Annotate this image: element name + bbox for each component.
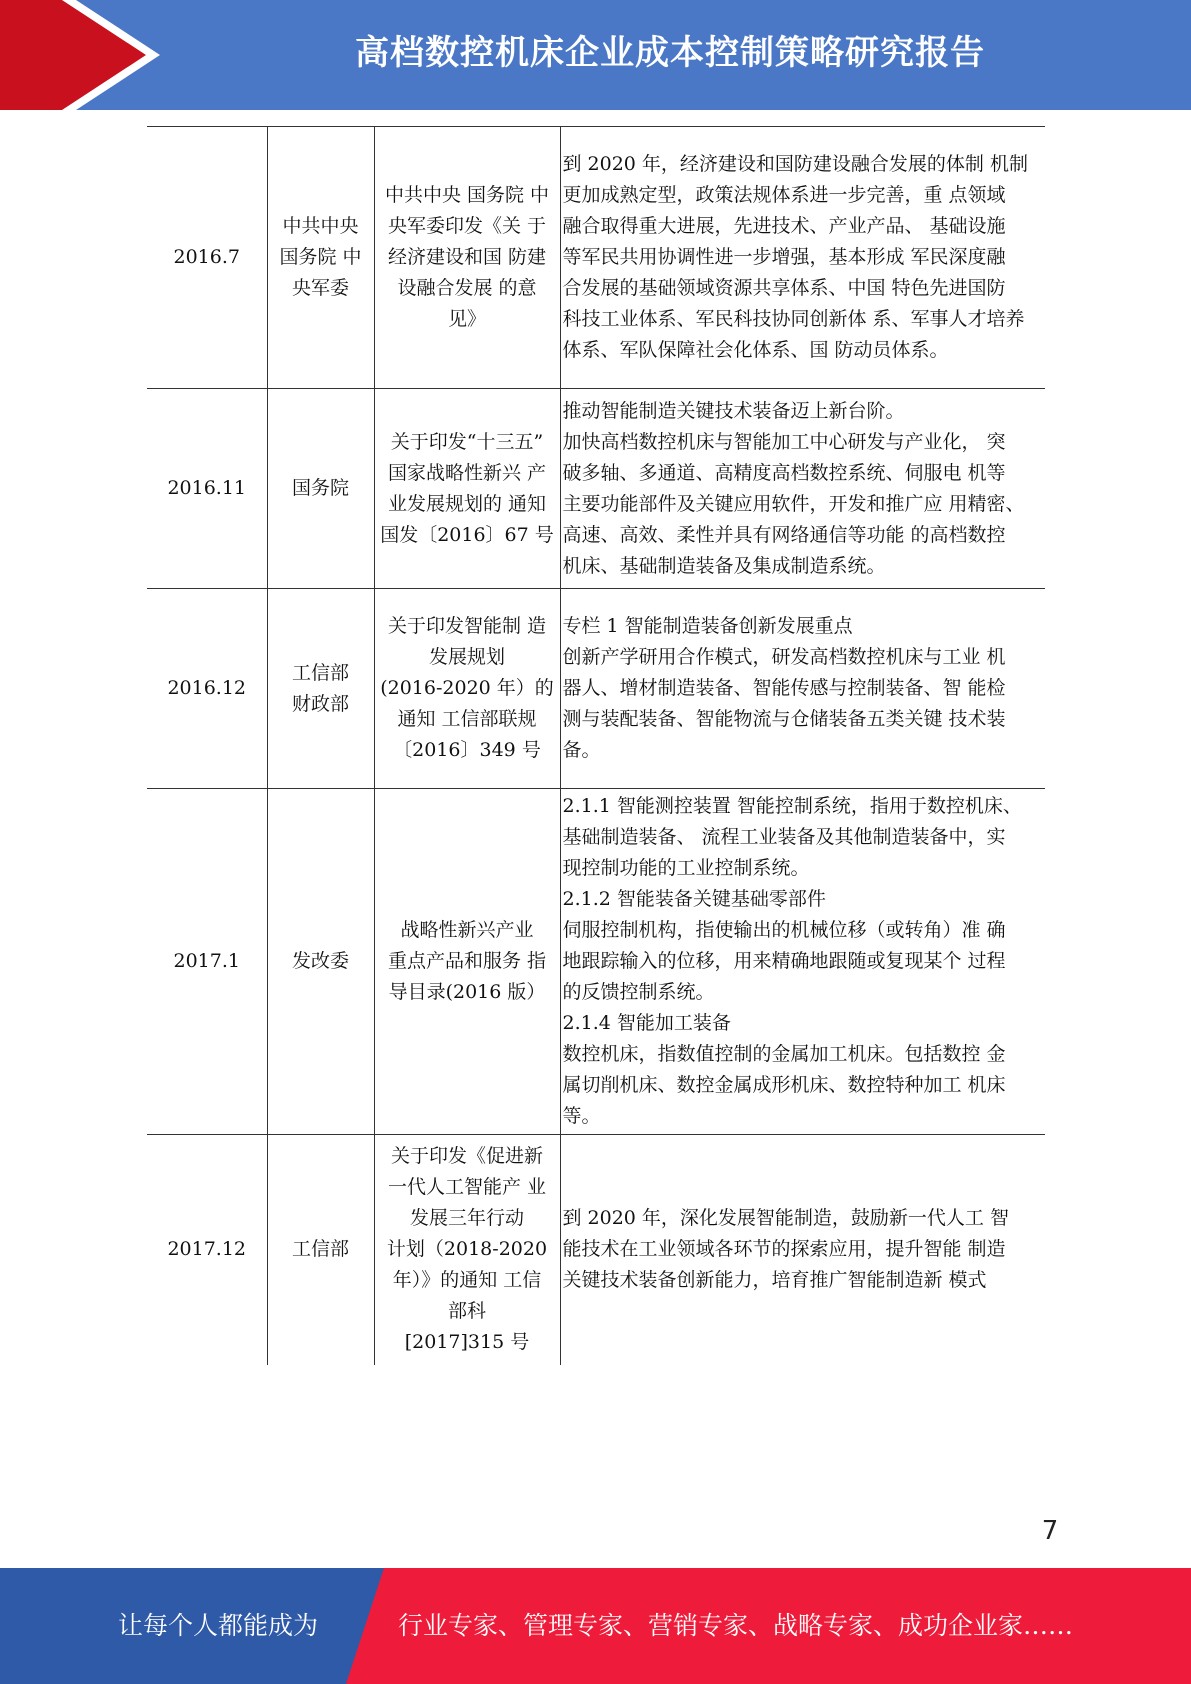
content-line: 创新产学研用合作模式，研发高档数控机床与工业 机 xyxy=(562,646,1006,668)
content-cell xyxy=(560,389,1045,589)
content-line: 地跟踪输入的位移，用来精确地跟随或复现某个 过程 xyxy=(562,950,1006,972)
document-cell xyxy=(374,127,560,389)
content-line: 到 2020 年，经济建设和国防建设融合发展的体制 机制 xyxy=(562,153,1028,175)
page-number: 7 xyxy=(1041,1516,1059,1546)
content-line: 到 2020 年，深化发展智能制造，鼓励新一代人工 智 xyxy=(562,1207,1009,1230)
content-line: 高速、高效、柔性并具有网络通信等功能 的高档数控 xyxy=(562,523,1006,546)
content-line: 专栏 1 智能制造装备创新发展重点 xyxy=(562,615,853,637)
content-line: 合发展的基础领域资源共享体系、中国 特色先进国防 xyxy=(562,277,1006,299)
document-line: 〔2016〕349 号 xyxy=(393,739,541,761)
content-line: 更加成熟定型，政策法规体系进一步完善，重 点领域 xyxy=(562,184,1006,206)
document-line: 计划（2018-2020 xyxy=(386,1238,548,1261)
content-line: 推动智能制造关键技术装备迈上新台阶。 xyxy=(562,399,905,422)
document-line: [2017]315 号 xyxy=(404,1331,530,1354)
document-line: 国家战略性新兴 产 xyxy=(387,461,547,484)
content-line: 2.1.2 智能装备关键基础零部件 xyxy=(562,888,826,910)
content-line: 主要功能部件及关键应用软件，开发和推广应 用精密、 xyxy=(562,492,1025,515)
document-line: 重点产品和服务 指 xyxy=(387,950,547,972)
date-cell: 2016.7 xyxy=(147,127,267,389)
document-line: 一代人工智能产 业 xyxy=(387,1176,547,1199)
page-footer xyxy=(0,1568,1191,1684)
table-row xyxy=(147,1135,1045,1365)
document-line: 发展三年行动 xyxy=(409,1207,524,1230)
org-line: 国务院 xyxy=(291,477,349,499)
org-cell xyxy=(267,789,374,1135)
document-cell xyxy=(374,389,560,589)
document-line: 年）》的通知 工信 xyxy=(392,1269,542,1292)
content-line: 属切削机床、数控金属成形机床、数控特种加工 机床 xyxy=(562,1074,1006,1096)
report-title: 高档数控机床企业成本控制策略研究报告 xyxy=(355,33,985,73)
org-line: 工信部 xyxy=(291,661,349,684)
document-line: 业发展规划的 通知 xyxy=(387,492,547,515)
document-line: 战略性新兴产业 xyxy=(400,919,534,941)
document-line: 关于印发“十三五” xyxy=(390,430,544,453)
document-line: 设融合发展 的意 xyxy=(397,277,537,299)
content-line: 关键技术装备创新能力，培育推广智能制造新 模式 xyxy=(562,1269,987,1292)
footer-slogan-right: 行业专家、管理专家、营销专家、战略专家、成功企业家…… xyxy=(398,1611,1074,1640)
org-line: 财政部 xyxy=(291,692,349,715)
org-line: 中共中央 xyxy=(282,215,359,237)
content-line: 加快高档数控机床与智能加工中心研发与产业化， 突 xyxy=(562,430,1006,453)
table-row xyxy=(147,589,1045,789)
document-cell xyxy=(374,789,560,1135)
content-line: 基础制造装备、 流程工业装备及其他制造装备中，实 xyxy=(562,826,1006,848)
org-cell xyxy=(267,127,374,389)
content-line: 机床、基础制造装备及集成制造系统。 xyxy=(562,554,886,577)
document-line: 见》 xyxy=(447,308,486,330)
org-line: 国务院 中 xyxy=(279,246,362,268)
table-row xyxy=(147,789,1045,1135)
content-line: 等。 xyxy=(562,1105,601,1127)
org-cell xyxy=(267,589,374,789)
org-cell xyxy=(267,1135,374,1365)
document-line: 关于印发智能制 造 xyxy=(387,615,547,637)
content-line: 的反馈控制系统。 xyxy=(562,981,715,1003)
content-line: 等军民共用协调性进一步增强，基本形成 军民深度融 xyxy=(562,246,1006,268)
document-line: (2016-2020 年）的 xyxy=(380,677,554,699)
content-cell xyxy=(560,589,1045,789)
content-line: 2.1.4 智能加工装备 xyxy=(562,1012,731,1034)
content-line: 融合取得重大进展，先进技术、产业产品、 基础设施 xyxy=(562,215,1006,237)
content-cell xyxy=(560,1135,1045,1365)
content-line: 备。 xyxy=(562,739,601,761)
content-line: 数控机床，指数值控制的金属加工机床。包括数控 金 xyxy=(562,1043,1006,1065)
content-line: 体系、军队保障社会化体系、国 防动员体系。 xyxy=(562,339,949,361)
document-line: 中共中央 国务院 中 xyxy=(384,184,550,206)
org-cell xyxy=(267,389,374,589)
content-cell xyxy=(560,127,1045,389)
content-line: 2.1.1 智能测控装置 智能控制系统，指用于数控机床、 xyxy=(562,795,1022,817)
document-line: 导目录(2016 版） xyxy=(388,981,546,1003)
content-line: 伺服控制机构，指使输出的机械位移（或转角）准 确 xyxy=(562,919,1006,941)
document-line: 国发〔2016〕67 号 xyxy=(380,523,554,546)
date-cell: 2017.12 xyxy=(147,1135,267,1365)
date-cell: 2016.12 xyxy=(147,589,267,789)
content-line: 现控制功能的工业控制系统。 xyxy=(562,857,810,879)
document-cell xyxy=(374,1135,560,1365)
content-line: 测与装配装备、智能物流与仓储装备五类关键 技术装 xyxy=(562,708,1006,730)
org-line: 发改委 xyxy=(291,950,349,972)
content-line: 能技术在工业领域各环节的探索应用，提升智能 制造 xyxy=(562,1238,1006,1261)
content-line: 破多轴、多通道、高精度高档数控系统、伺服电 机等 xyxy=(562,461,1006,484)
content-line: 器人、增材制造装备、智能传感与控制装备、智 能检 xyxy=(562,677,1006,699)
document-line: 部科 xyxy=(447,1300,486,1323)
footer-slogan-left: 让每个人都能成为 xyxy=(118,1611,319,1640)
document-line: 通知 工信部联规 xyxy=(397,708,537,730)
org-line: 工信部 xyxy=(291,1238,349,1261)
document-line: 经济建设和国 防建 xyxy=(387,246,547,268)
org-line: 央军委 xyxy=(291,277,349,299)
table-row xyxy=(147,389,1045,589)
date-cell: 2017.1 xyxy=(147,789,267,1135)
page-header xyxy=(0,0,1191,110)
document-line: 央军委印发《关 于 xyxy=(387,215,547,237)
table-row xyxy=(147,127,1045,389)
document-line: 关于印发《促进新 xyxy=(390,1145,543,1168)
content-cell xyxy=(560,789,1045,1135)
date-cell: 2016.11 xyxy=(147,389,267,589)
document-line: 发展规划 xyxy=(428,646,505,668)
policy-table xyxy=(147,126,1045,1365)
document-cell xyxy=(374,589,560,789)
content-line: 科技工业体系、军民科技协同创新体 系、军事人才培养 xyxy=(562,308,1025,330)
